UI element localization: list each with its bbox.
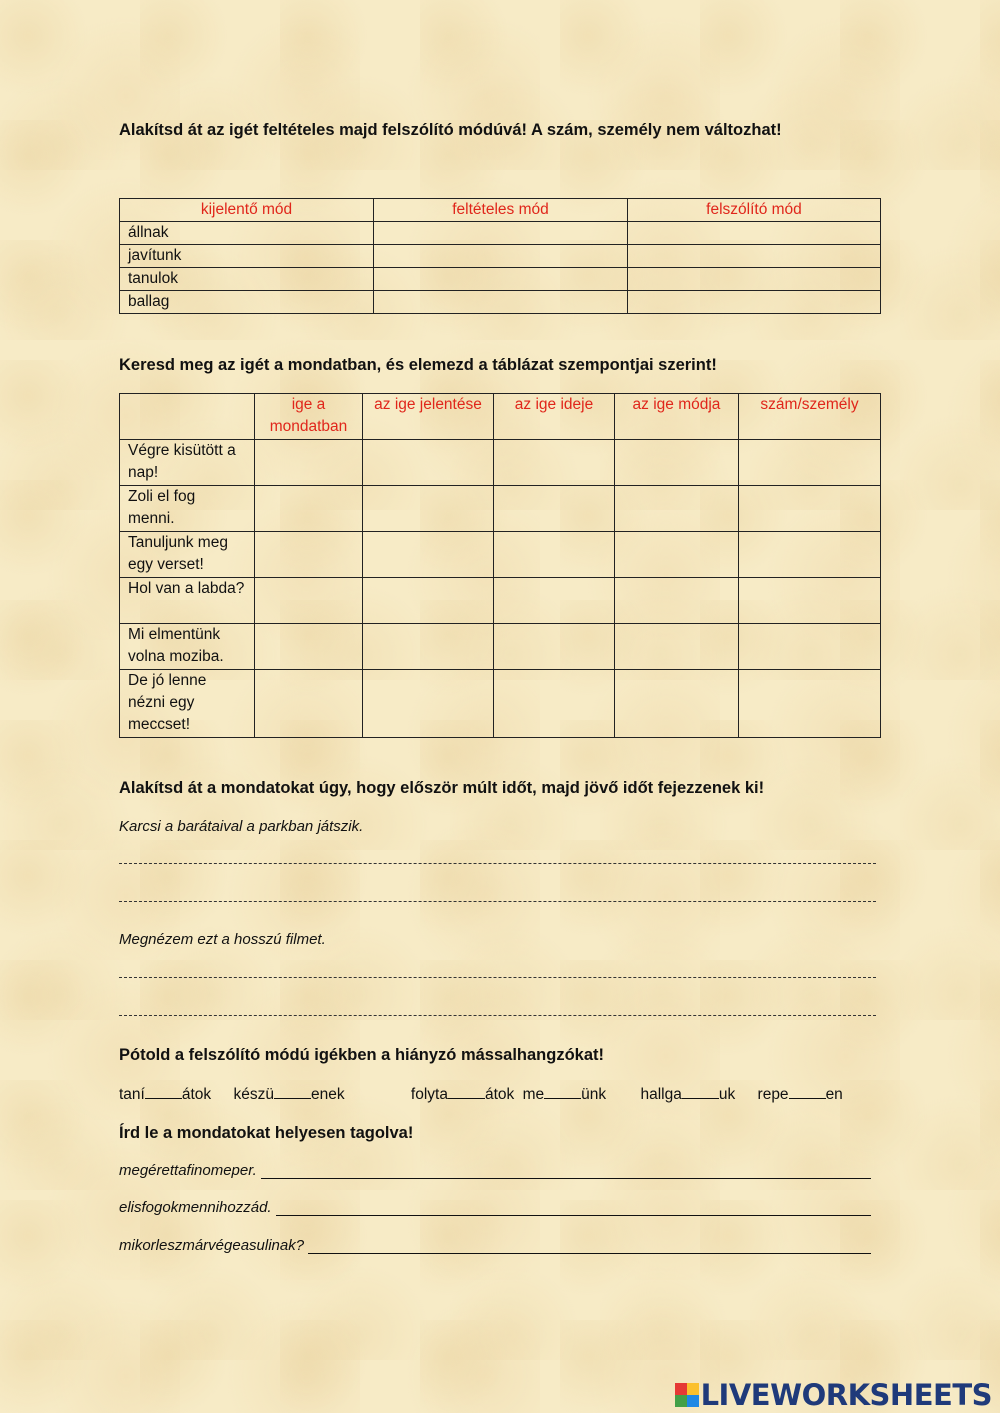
- fill-item-prefix: hallga: [640, 1086, 682, 1103]
- answer-cell[interactable]: [374, 268, 628, 291]
- fill-item-suffix: uk: [718, 1086, 736, 1103]
- rewrite-line[interactable]: [276, 1199, 871, 1216]
- liveworksheets-logo: [675, 1378, 992, 1412]
- fill-blank[interactable]: [448, 1084, 485, 1099]
- verb-cell: állnak: [120, 222, 374, 245]
- rewrite-line[interactable]: [308, 1237, 871, 1254]
- answer-cell[interactable]: [615, 624, 739, 670]
- answer-cell[interactable]: [255, 440, 363, 486]
- answer-cell[interactable]: [255, 532, 363, 578]
- header-conditional: feltételes mód: [374, 199, 628, 222]
- section3-heading: Alakítsd át a mondatokat úgy, hogy először múlt időt, majd jövő időt fejezzenek ki!: [119, 779, 765, 797]
- answer-line[interactable]: [119, 1015, 876, 1016]
- fill-blank[interactable]: [789, 1084, 826, 1099]
- header-empty: [120, 394, 255, 440]
- sentence-cell: Mi elmentünk volna moziba.: [120, 624, 255, 670]
- fill-item: [523, 1086, 607, 1103]
- fill-item: [640, 1086, 735, 1103]
- section5-heading: Írd le a mondatokat helyesen tagolva!: [119, 1124, 414, 1142]
- sentence-cell: Hol van a labda?: [120, 578, 255, 624]
- answer-cell[interactable]: [739, 440, 881, 486]
- header-verb-meaning: az ige jelentése: [363, 394, 494, 440]
- answer-cell[interactable]: [363, 486, 494, 532]
- section4-heading: Pótold a felszólító módú igékben a hiányzó mássalhangzókat!: [119, 1046, 604, 1064]
- fill-item: [411, 1086, 514, 1103]
- fill-item-prefix: készü: [233, 1086, 274, 1103]
- answer-cell[interactable]: [255, 624, 363, 670]
- rewrite-row: [119, 1162, 871, 1179]
- answer-cell[interactable]: [739, 486, 881, 532]
- answer-cell[interactable]: [255, 486, 363, 532]
- answer-cell[interactable]: [615, 532, 739, 578]
- answer-cell[interactable]: [255, 578, 363, 624]
- fill-item-suffix: átok: [484, 1086, 515, 1103]
- fill-blank[interactable]: [274, 1084, 311, 1099]
- answer-cell[interactable]: [739, 624, 881, 670]
- fill-item: [758, 1086, 843, 1103]
- answer-line[interactable]: [119, 863, 876, 864]
- answer-line[interactable]: [119, 901, 876, 902]
- fill-item-suffix: enek: [310, 1086, 345, 1103]
- answer-cell[interactable]: [374, 291, 628, 314]
- answer-cell[interactable]: [628, 268, 881, 291]
- answer-cell[interactable]: [363, 440, 494, 486]
- rewrite-prompt: megérettafinomeper.: [119, 1162, 257, 1179]
- fill-item: [119, 1086, 211, 1103]
- answer-cell[interactable]: [739, 532, 881, 578]
- rewrite-prompt: mikorleszmárvégeasulinak?: [119, 1237, 305, 1254]
- answer-cell[interactable]: [494, 578, 615, 624]
- rewrite-prompt: elisfogokmennihozzád.: [119, 1199, 272, 1216]
- answer-cell[interactable]: [494, 486, 615, 532]
- answer-cell[interactable]: [255, 670, 363, 738]
- fill-item-suffix: en: [825, 1086, 843, 1103]
- sentence-2: Megnézem ezt a hosszú filmet.: [119, 931, 326, 948]
- answer-cell[interactable]: [494, 532, 615, 578]
- fill-item-suffix: átok: [181, 1086, 212, 1103]
- answer-cell[interactable]: [615, 670, 739, 738]
- logo-text: LIVEWORKSHEETS: [700, 1378, 992, 1412]
- answer-cell[interactable]: [374, 222, 628, 245]
- answer-cell[interactable]: [628, 245, 881, 268]
- answer-cell[interactable]: [374, 245, 628, 268]
- section1-heading: Alakítsd át az igét feltételes majd felszólító módúvá! A szám, személy nem változhat!: [119, 121, 782, 139]
- answer-cell[interactable]: [615, 578, 739, 624]
- rewrite-row: [119, 1237, 871, 1254]
- answer-cell[interactable]: [363, 670, 494, 738]
- header-number-person: szám/személy: [739, 394, 881, 440]
- fill-item: [233, 1086, 344, 1103]
- answer-cell[interactable]: [494, 624, 615, 670]
- answer-cell[interactable]: [615, 486, 739, 532]
- rewrite-row: [119, 1199, 871, 1216]
- verb-cell: tanulok: [120, 268, 374, 291]
- sentence-cell: De jó lenne nézni egy meccset!: [120, 670, 255, 738]
- answer-cell[interactable]: [363, 532, 494, 578]
- mood-table: [119, 198, 881, 314]
- header-verb-in-sentence: ige a mondatban: [255, 394, 363, 440]
- sentence-1: Karcsi a barátaival a parkban játszik.: [119, 818, 364, 835]
- fill-blank[interactable]: [544, 1084, 581, 1099]
- header-imperative: felszólító mód: [628, 199, 881, 222]
- header-indicative: kijelentő mód: [120, 199, 374, 222]
- fill-item-prefix: repe: [757, 1086, 789, 1103]
- answer-cell[interactable]: [615, 440, 739, 486]
- answer-line[interactable]: [119, 977, 876, 978]
- rewrite-line[interactable]: [261, 1162, 871, 1179]
- section2-heading: Keresd meg az igét a mondatban, és elemezd a táblázat szempontjai szerint!: [119, 356, 717, 374]
- answer-cell[interactable]: [363, 624, 494, 670]
- fill-blank[interactable]: [682, 1084, 719, 1099]
- verb-cell: ballag: [120, 291, 374, 314]
- fill-item-suffix: ünk: [581, 1086, 607, 1103]
- answer-cell[interactable]: [494, 440, 615, 486]
- answer-cell[interactable]: [628, 291, 881, 314]
- fill-item-prefix: me: [522, 1086, 545, 1103]
- sentence-cell: Tanuljunk meg egy verset!: [120, 532, 255, 578]
- answer-cell[interactable]: [739, 670, 881, 738]
- sentence-cell: Végre kisütött a nap!: [120, 440, 255, 486]
- answer-cell[interactable]: [363, 578, 494, 624]
- header-verb-mood: az ige módja: [615, 394, 739, 440]
- analysis-table: [119, 393, 881, 738]
- answer-cell[interactable]: [739, 578, 881, 624]
- logo-blocks-icon: [675, 1383, 699, 1407]
- answer-cell[interactable]: [494, 670, 615, 738]
- sentence-cell: Zoli el fog menni.: [120, 486, 255, 532]
- header-verb-tense: az ige ideje: [494, 394, 615, 440]
- fill-blank[interactable]: [145, 1084, 182, 1099]
- verb-cell: javítunk: [120, 245, 374, 268]
- answer-cell[interactable]: [628, 222, 881, 245]
- fill-item-prefix: folyta: [410, 1086, 448, 1103]
- fill-item-prefix: taní: [119, 1086, 145, 1103]
- fill-in-row: [119, 1084, 843, 1104]
